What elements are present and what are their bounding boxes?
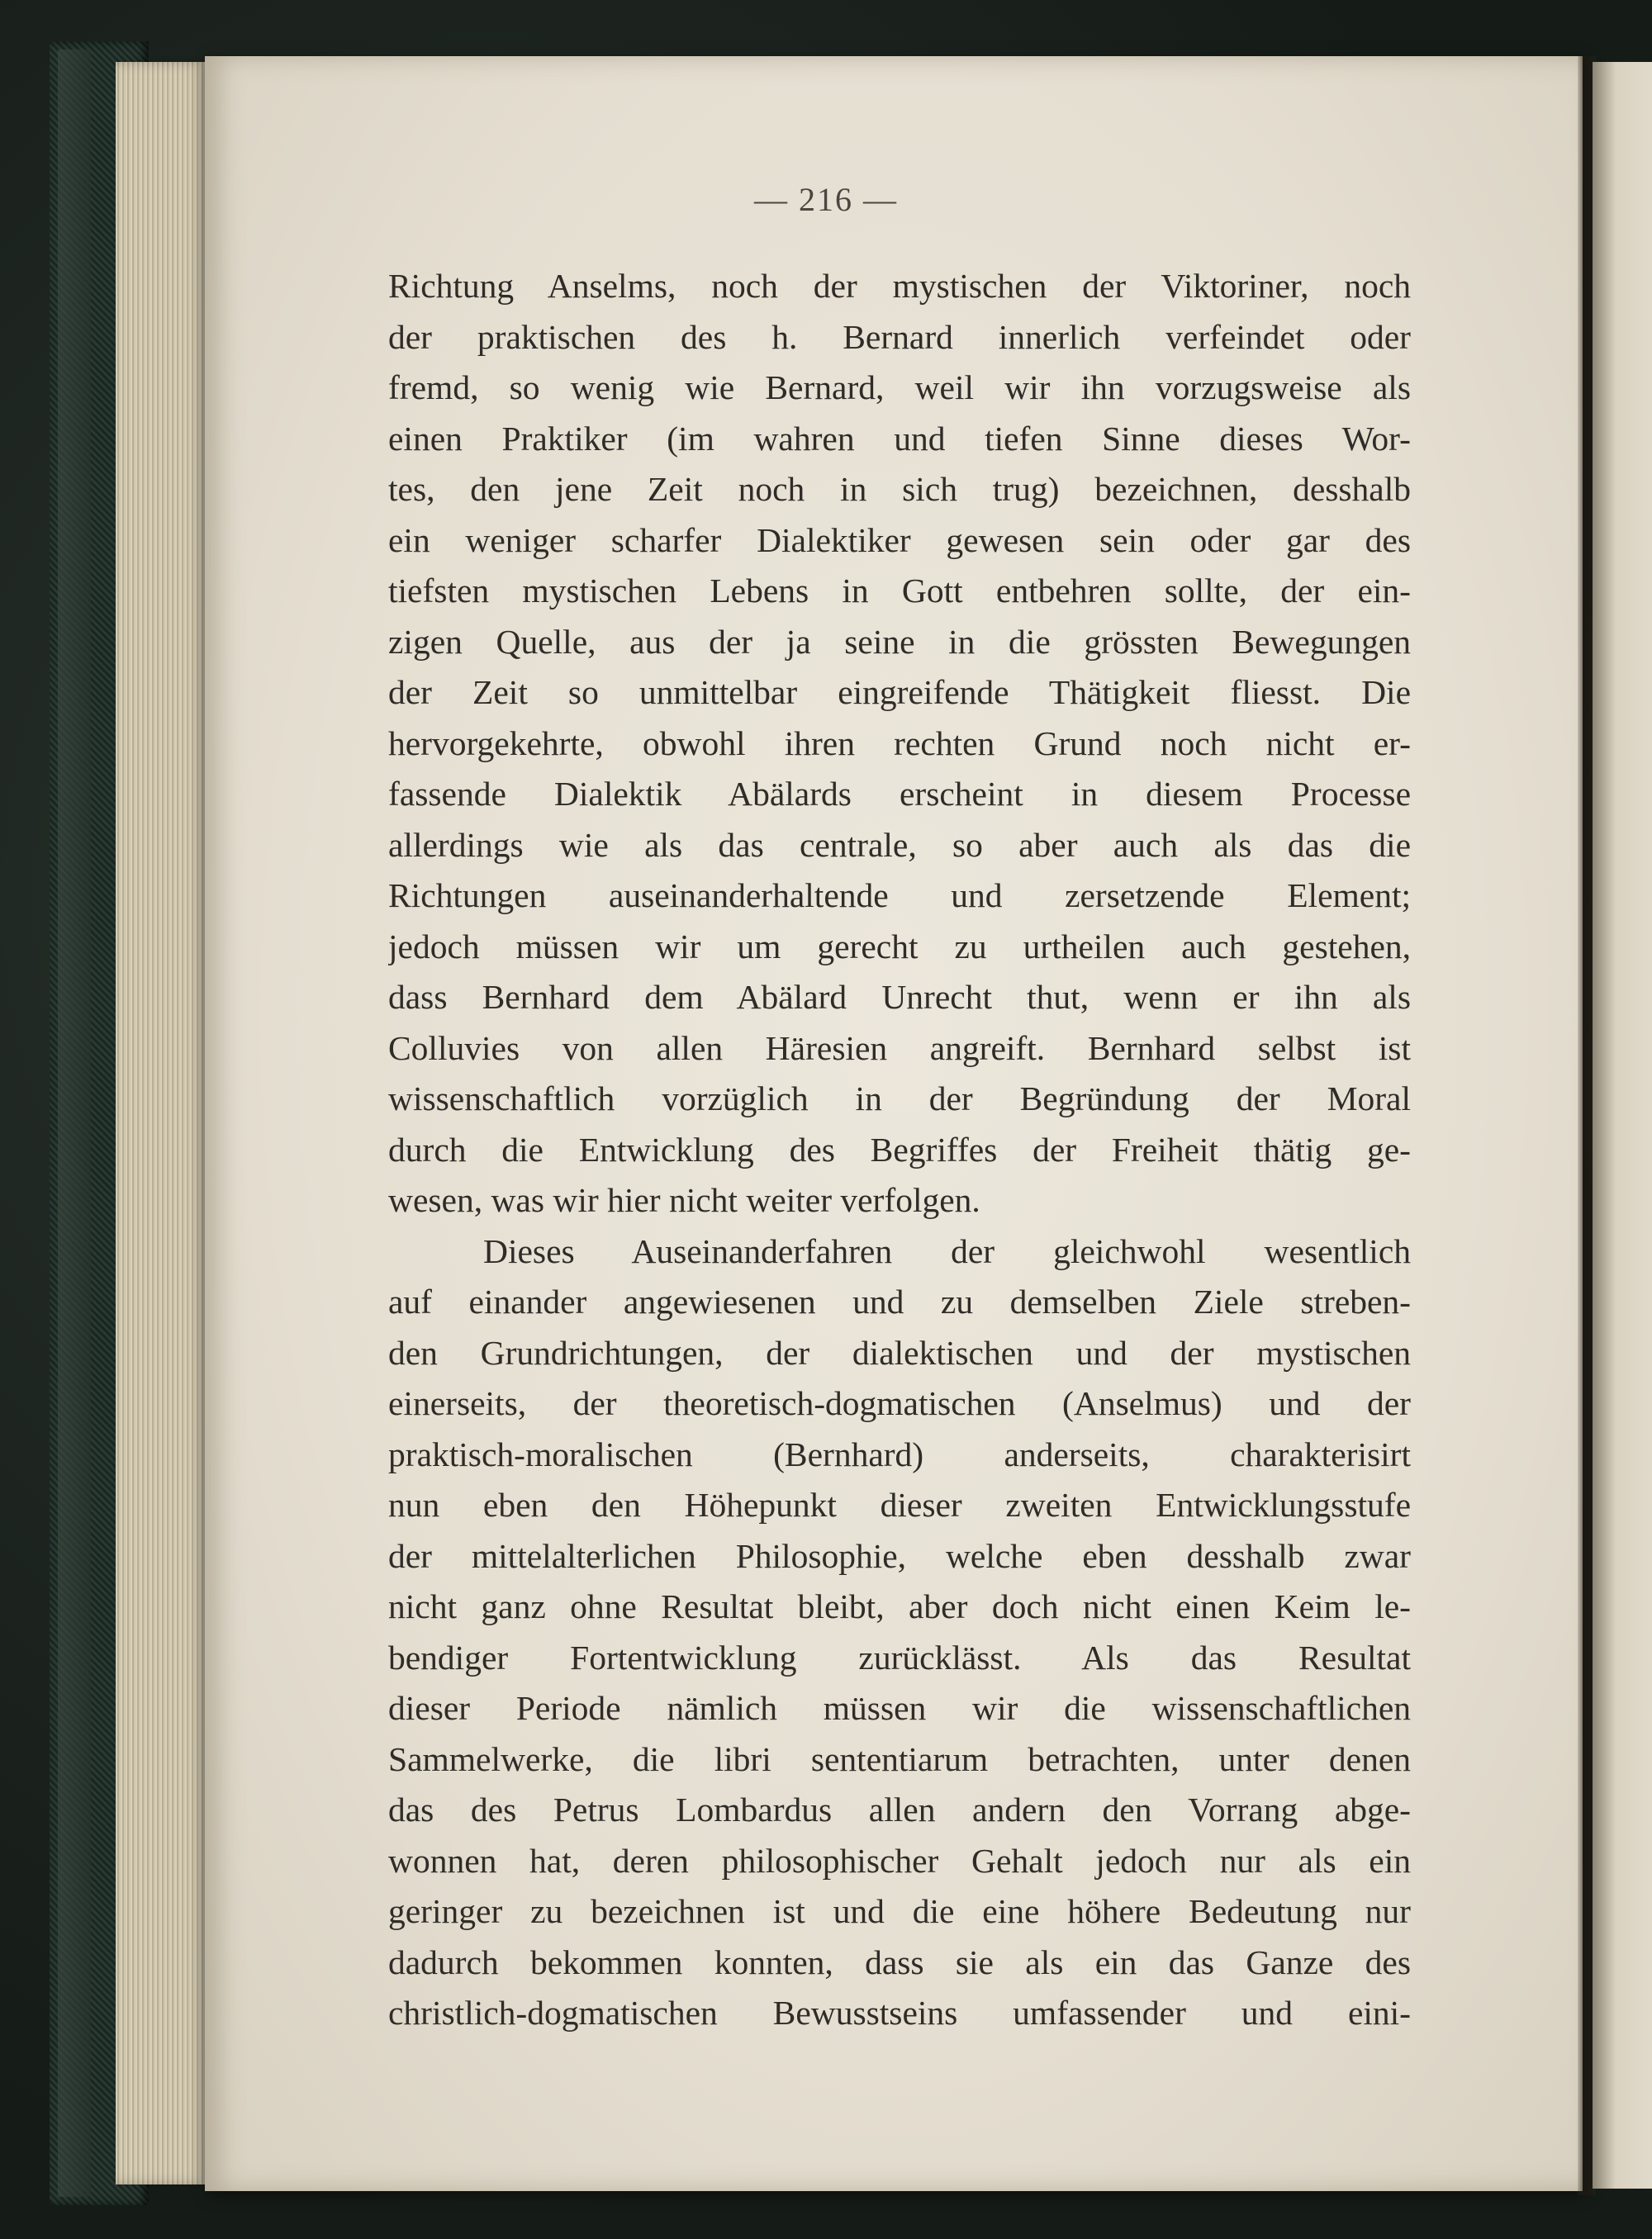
text-line: christlich-dogmatischen Bewusstseins umfassender und eini- — [388, 1994, 1411, 2032]
text-line: zigen Quelle, aus der ja seine in die grössten Bewegungen — [388, 622, 1411, 661]
page-edges — [116, 62, 206, 2184]
text-line: wissenschaftlich vorzüglich in der Begründung der Moral — [388, 1079, 1411, 1117]
text-line: dass Bernhard dem Abälard Unrecht thut, wenn er ihn als — [388, 978, 1411, 1016]
text-line: ein weniger scharfer Dialektiker gewesen sein oder gar des — [388, 520, 1411, 559]
text-line: fassende Dialektik Abälards erscheint in diesem Processe — [388, 775, 1411, 813]
text-line: durch die Entwicklung des Begriffes der Freiheit thätig ge- — [388, 1130, 1411, 1169]
text-line: Sammelwerke, die libri sententiarum betrachten, unter denen — [388, 1739, 1411, 1778]
cover-edge — [58, 50, 91, 2197]
text-line: hervorgekehrte, obwohl ihren rechten Grund noch nicht er- — [388, 723, 1411, 762]
text-line: den Grundrichtungen, der dialektischen und der mystischen — [388, 1333, 1411, 1372]
body-text — [388, 261, 1411, 2039]
text-line: nicht ganz ohne Resultat bleibt, aber doch nicht einen Keim le- — [388, 1587, 1411, 1625]
text-line: einerseits, der theoretisch-dogmatischen (Anselmus) und der — [388, 1384, 1411, 1422]
text-line: geringer zu bezeichnen ist und die eine höhere Bedeutung nur — [388, 1892, 1411, 1930]
text-line: einen Praktiker (im wahren und tiefen Sinne dieses Wor- — [388, 419, 1411, 458]
text-line: das des Petrus Lombardus allen andern den Vorrang abge- — [388, 1791, 1411, 1829]
text-line: nun eben den Höhepunkt dieser zweiten Entwicklungsstufe — [388, 1486, 1411, 1524]
text-line: Richtungen auseinanderhaltende und zersetzende Element; — [388, 876, 1411, 914]
text-line: allerdings wie als das centrale, so aber auch als das die — [388, 825, 1411, 864]
facing-page-edge — [1593, 62, 1652, 2189]
text-line: wonnen hat, deren philosophischer Gehalt jedoch nur als ein — [388, 1841, 1411, 1880]
paragraph-end-line: wesen, was wir hier nicht weiter verfolgen. — [388, 1181, 980, 1219]
paragraph-start-line: Dieses Auseinanderfahren der gleichwohl wesentlich — [483, 1231, 1411, 1270]
text-line: auf einander angewiesenen und zu demselben Ziele streben- — [388, 1283, 1411, 1321]
text-line: der mittelalterlichen Philosophie, welche eben desshalb zwar — [388, 1536, 1411, 1575]
text-line: tes, den jene Zeit noch in sich trug) bezeichnen, desshalb — [388, 470, 1411, 508]
text-line: fremd, so wenig wie Bernard, weil wir ihn vorzugsweise als — [388, 368, 1411, 406]
text-line: dadurch bekommen konnten, dass sie als ein das Ganze des — [388, 1943, 1411, 1981]
text-line: dieser Periode nämlich müssen wir die wissenschaftlichen — [388, 1689, 1411, 1727]
page-number: — 216 — — [754, 181, 898, 218]
text-line: praktisch-moralischen (Bernhard) anderseits, charakterisirt — [388, 1435, 1411, 1473]
text-line: bendiger Fortentwicklung zurücklässt. Als das Resultat — [388, 1638, 1411, 1677]
text-line: Richtung Anselms, noch der mystischen der Viktoriner, noch — [388, 267, 1411, 305]
text-line: Colluvies von allen Häresien angreift. Bernhard selbst ist — [388, 1028, 1411, 1067]
text-line: jedoch müssen wir um gerecht zu urtheilen auch gestehen, — [388, 927, 1411, 965]
text-line: der praktischen des h. Bernard innerlich verfeindet oder — [388, 317, 1411, 356]
text-line: tiefsten mystischen Lebens in Gott entbehren sollte, der ein- — [388, 572, 1411, 610]
text-line: der Zeit so unmittelbar eingreifende Thätigkeit fliesst. Die — [388, 673, 1411, 711]
